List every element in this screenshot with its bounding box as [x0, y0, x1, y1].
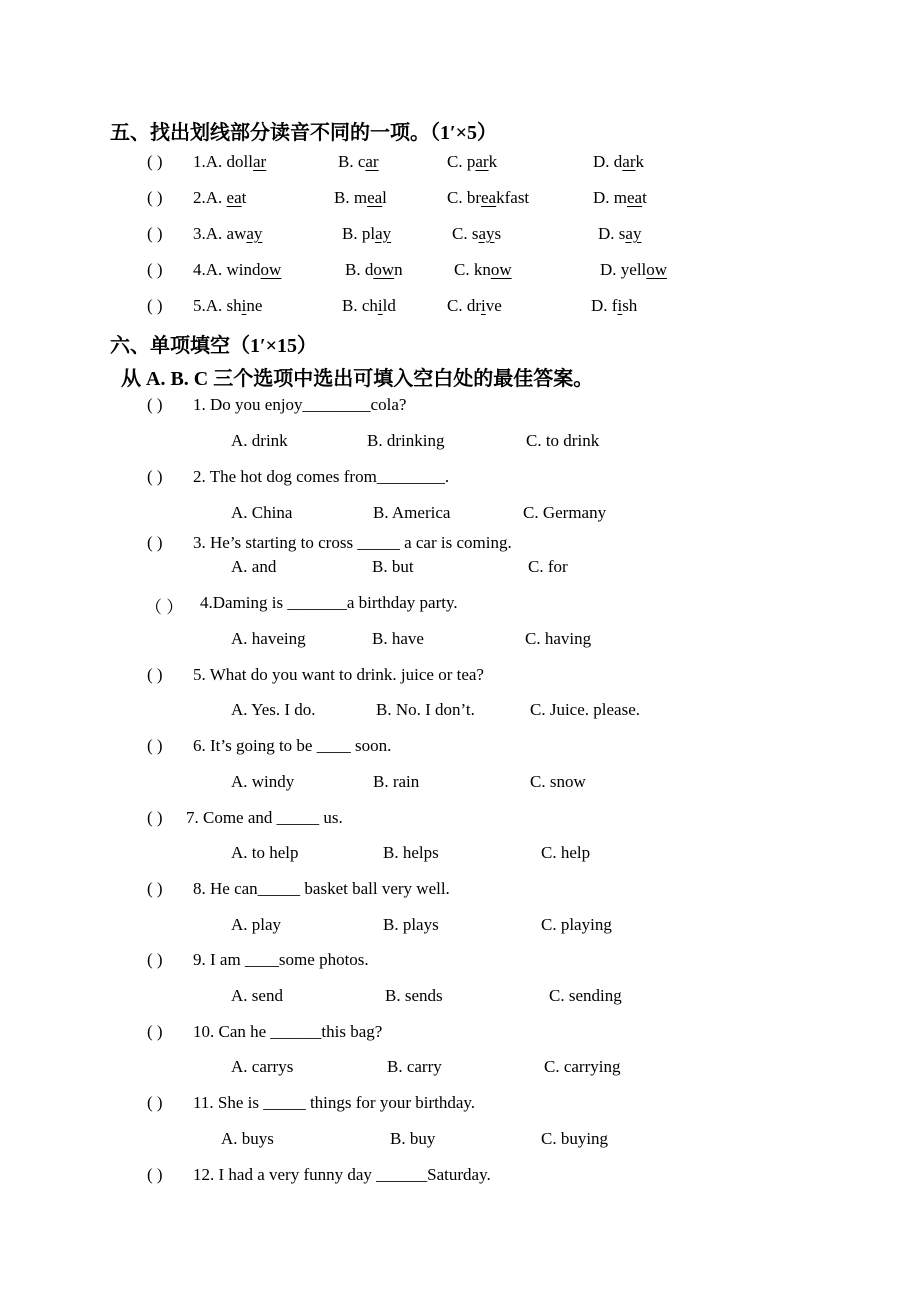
option-c: C. to drink	[526, 431, 600, 450]
answer-blank[interactable]: ( )	[147, 1093, 163, 1112]
answer-blank[interactable]: ( )	[147, 395, 163, 414]
question-option-c: C. drive	[447, 296, 502, 315]
option-b: B. sends	[385, 986, 443, 1005]
question-text: 1. Do you enjoy________cola?	[193, 395, 407, 414]
question-text: 8. He can_____ basket ball very well.	[193, 879, 450, 898]
option-a: A. buys	[221, 1129, 274, 1148]
question-option-c: C. breakfast	[447, 188, 530, 207]
question-text: 5. What do you want to drink. juice or tea?	[193, 665, 484, 684]
question-text: 10. Can he ______this bag?	[193, 1022, 383, 1041]
option-a: A. haveing	[231, 629, 306, 648]
option-c: C. help	[541, 843, 591, 862]
section6-heading: 六、单项填空（1′×15）	[110, 335, 318, 357]
question-text: 2. The hot dog comes from________.	[193, 467, 450, 486]
question-text: 11. She is _____ things for your birthday.	[193, 1093, 476, 1112]
answer-blank[interactable]: ( )	[147, 736, 163, 755]
option-c: C. Juice. please.	[530, 700, 640, 719]
option-b: B. No. I don’t.	[376, 700, 475, 719]
option-a: A. Yes. I do.	[231, 700, 316, 719]
option-c: C. for	[528, 557, 568, 576]
section6-instruction: 从 A. B. C 三个选项中选出可填入空白处的最佳答案。	[121, 368, 594, 390]
option-a: A. drink	[231, 431, 288, 450]
question-text: 9. I am ____some photos.	[193, 950, 369, 969]
option-b: B. buy	[390, 1129, 436, 1148]
answer-blank[interactable]: ( )	[147, 533, 163, 552]
question-text: 12. I had a very funny day ______Saturday.	[193, 1165, 491, 1184]
option-b: B. drinking	[367, 431, 445, 450]
question-text: 6. It’s going to be ____ soon.	[193, 736, 392, 755]
question-option-b: B. child	[342, 296, 396, 315]
option-b: B. carry	[387, 1057, 442, 1076]
answer-blank[interactable]: ( )	[147, 188, 163, 207]
question-text: 4.Daming is _______a birthday party.	[200, 593, 458, 612]
answer-blank[interactable]: ( )	[147, 296, 163, 315]
option-a: A. send	[231, 986, 283, 1005]
option-c: C. Germany	[523, 503, 607, 522]
option-a: A. play	[231, 915, 282, 934]
question-option-d: D. dark	[593, 152, 644, 171]
option-c: C. playing	[541, 915, 612, 934]
answer-blank[interactable]: ( )	[147, 950, 163, 969]
question-option-d: D. meat	[593, 188, 647, 207]
answer-blank[interactable]: ( )	[147, 1165, 163, 1184]
option-a: A. China	[231, 503, 293, 522]
question-option-c: C. says	[452, 224, 502, 243]
question-option-a: 1.A. dollar	[193, 152, 267, 171]
option-c: C. carrying	[544, 1057, 621, 1076]
option-a: A. windy	[231, 772, 295, 791]
question-option-a: 3.A. away	[193, 224, 263, 243]
question-option-a: 4.A. window	[193, 260, 282, 279]
answer-blank[interactable]: ( )	[147, 879, 163, 898]
question-option-d: D. fish	[591, 296, 638, 315]
answer-blank[interactable]: ( )	[147, 808, 163, 827]
answer-blank[interactable]: ( )	[147, 467, 163, 486]
option-c: C. having	[525, 629, 592, 648]
answer-blank[interactable]: ( )	[147, 152, 163, 171]
question-option-b: B. play	[342, 224, 392, 243]
question-option-d: D. yellow	[600, 260, 668, 279]
answer-blank[interactable]: ( )	[147, 1022, 163, 1041]
answer-blank[interactable]: （ ）	[145, 598, 184, 617]
option-b: B. have	[372, 629, 424, 648]
answer-blank[interactable]: ( )	[147, 260, 163, 279]
question-option-c: C. know	[454, 260, 512, 279]
answer-blank[interactable]: ( )	[147, 224, 163, 243]
question-option-b: B. meal	[334, 188, 387, 207]
option-b: B. but	[372, 557, 414, 576]
answer-blank[interactable]: ( )	[147, 665, 163, 684]
question-option-a: 5.A. shine	[193, 296, 263, 315]
question-option-a: 2.A. eat	[193, 188, 247, 207]
question-text: 7. Come and _____ us.	[186, 808, 343, 827]
option-a: A. carrys	[231, 1057, 294, 1076]
option-c: C. sending	[549, 986, 622, 1005]
question-text: 3. He’s starting to cross _____ a car is coming.	[193, 533, 512, 552]
question-option-b: B. down	[345, 260, 403, 279]
question-option-c: C. park	[447, 152, 498, 171]
question-option-b: B. car	[338, 152, 379, 171]
option-b: B. plays	[383, 915, 439, 934]
section5-heading: 五、找出划线部分读音不同的一项。（1′×5）	[110, 122, 498, 144]
option-c: C. snow	[530, 772, 586, 791]
option-b: B. helps	[383, 843, 439, 862]
option-c: C. buying	[541, 1129, 609, 1148]
question-option-d: D. say	[598, 224, 642, 243]
option-a: A. to help	[231, 843, 299, 862]
option-a: A. and	[231, 557, 277, 576]
option-b: B. rain	[373, 772, 420, 791]
option-b: B. America	[373, 503, 451, 522]
